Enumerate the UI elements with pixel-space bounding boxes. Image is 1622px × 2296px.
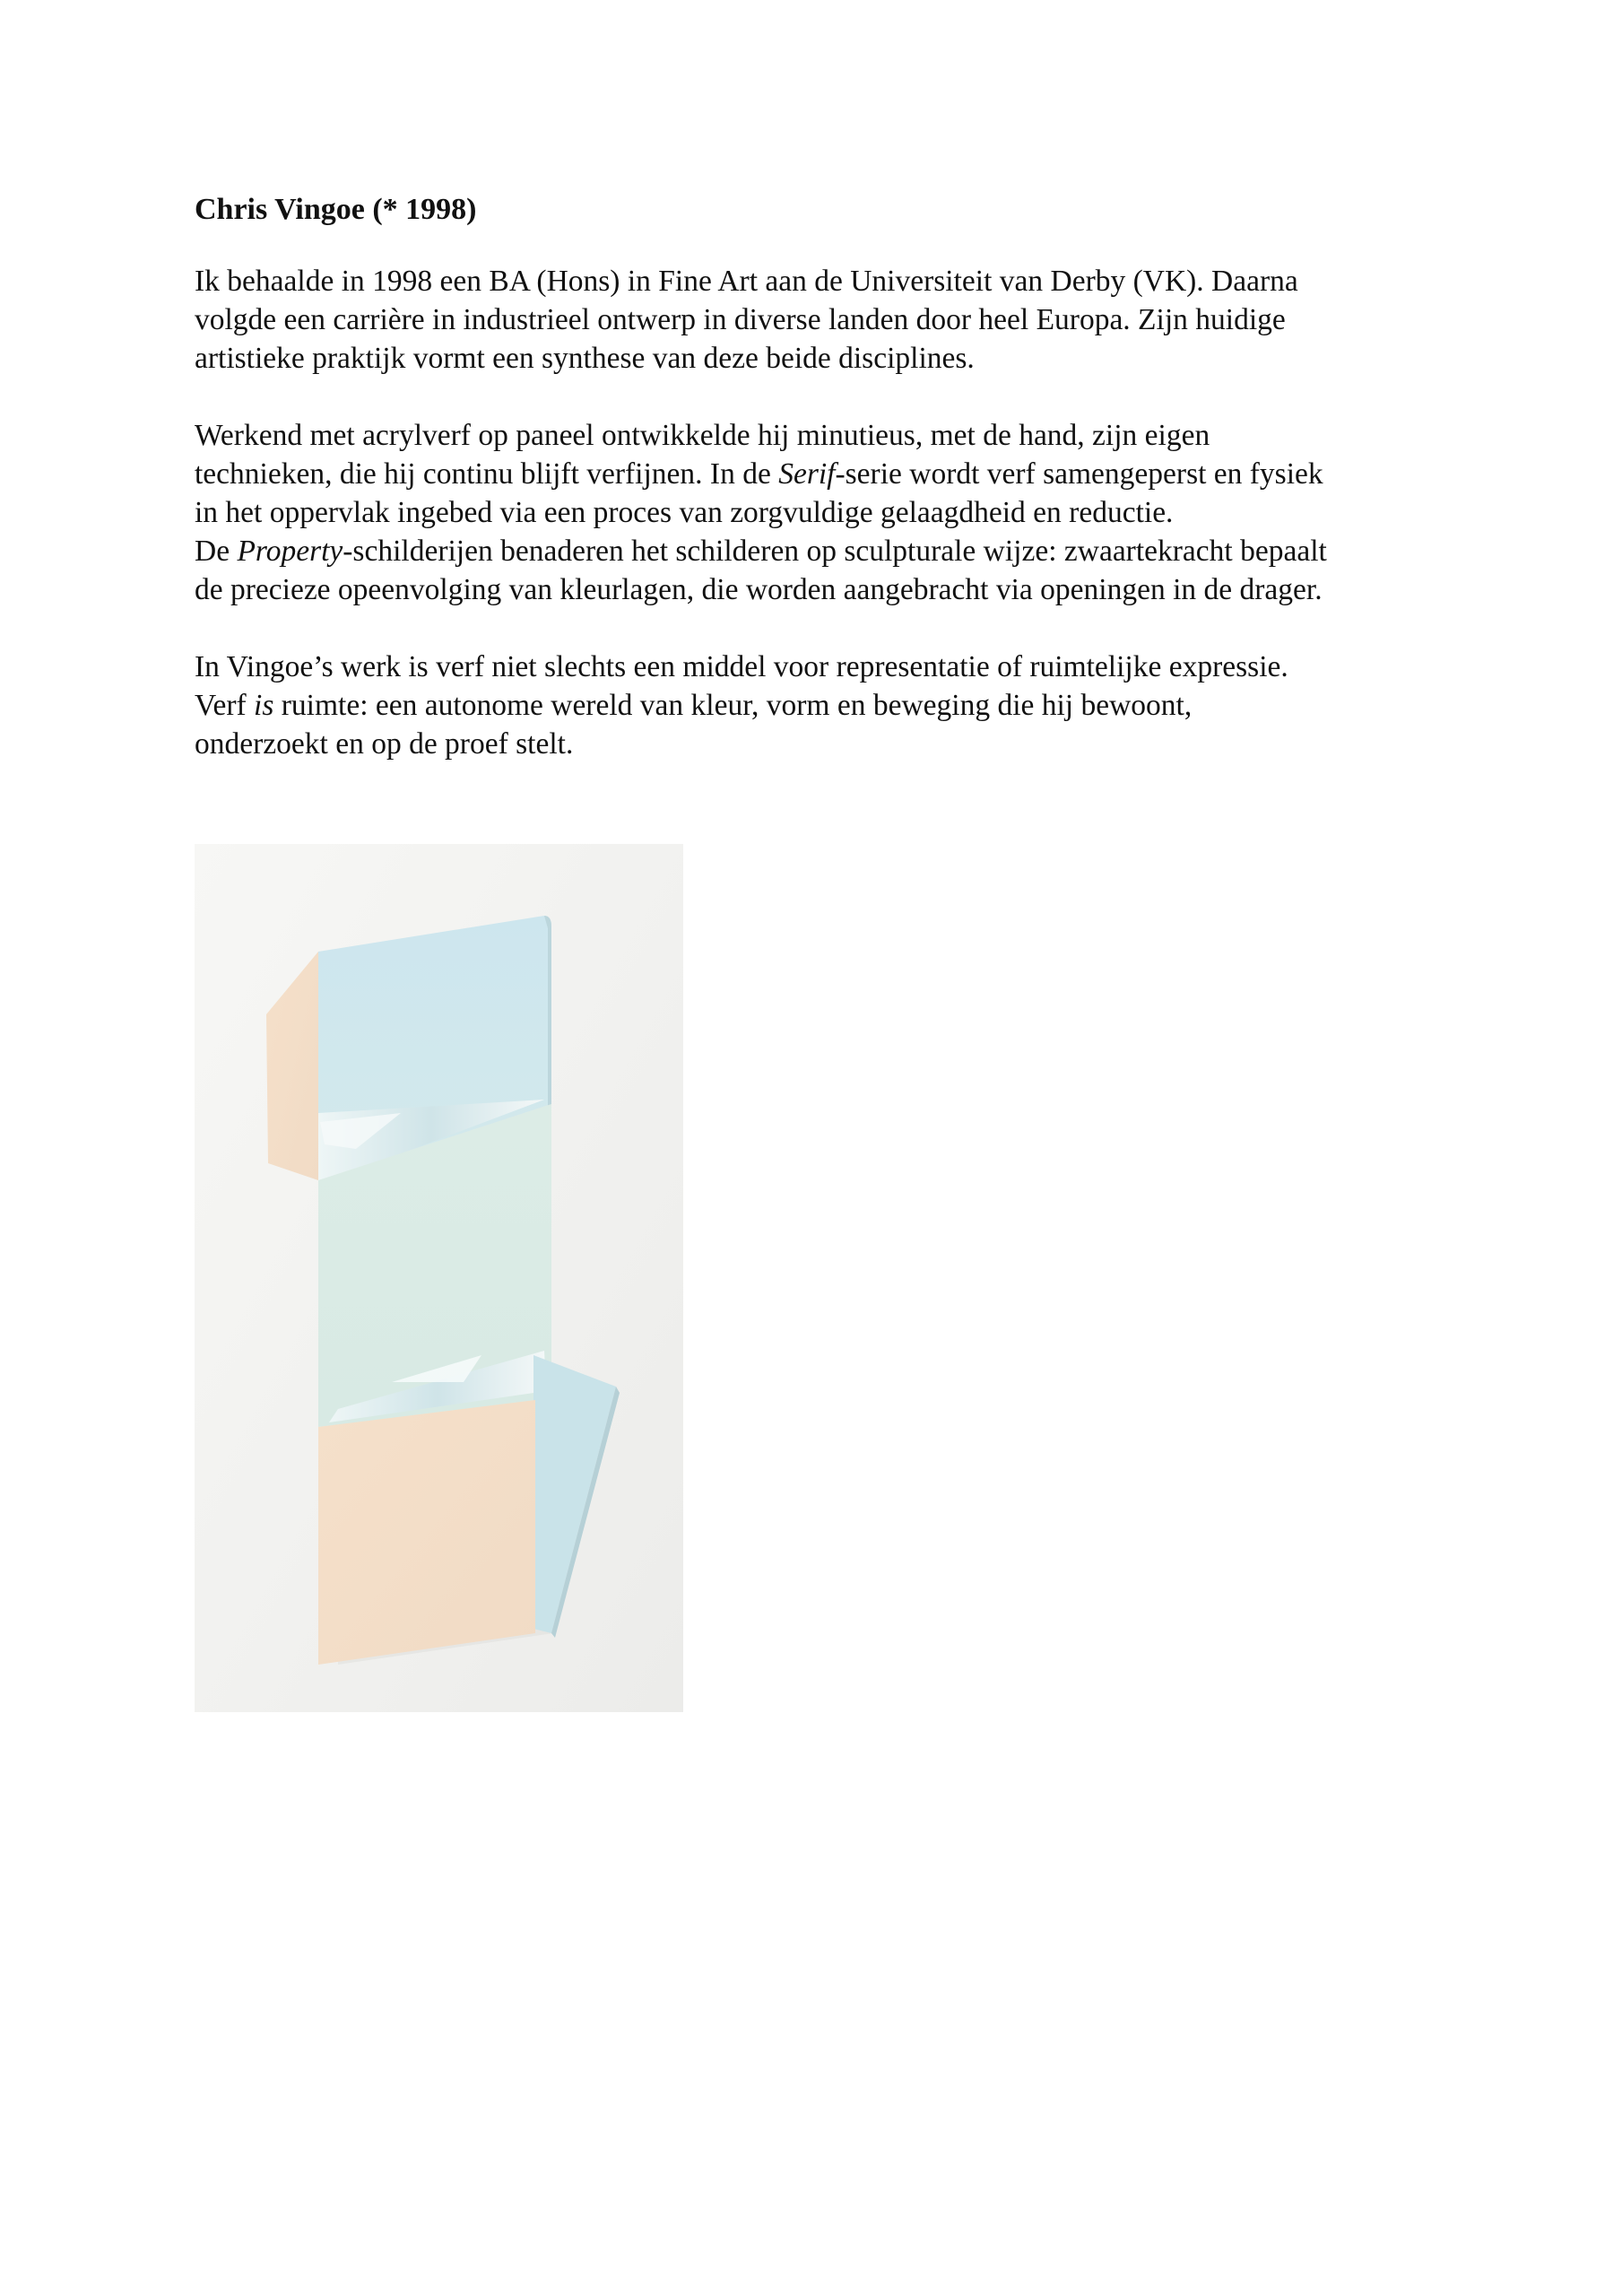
text-line: artistieke praktijk vormt een synthese van deze beide disciplines. [195,342,975,375]
painted-panel-artwork-icon [195,844,683,1712]
text-segment: De [195,535,238,568]
paragraph-biography [195,262,1486,378]
artwork-photo [195,844,683,1712]
text-segment: -serie wordt verf samengeperst en fysiek [835,457,1323,491]
series-name-serif: Serif [778,457,836,491]
text-line: Werkend met acrylverf op paneel ontwikkelde hij minutieus, met de hand, zijn eigen [195,419,1210,452]
text-line [195,455,1486,493]
text-segment: technieken, die hij continu blijft verfijnen. In de [195,457,779,491]
text-line: onderzoekt en op de proef stelt. [195,727,574,761]
emphasis-is: is [254,689,274,722]
paragraph-philosophy [195,648,1486,763]
text-line: In Vingoe’s werk is verf niet slechts een middel voor representatie of ruimtelijke expressie. [195,650,1288,683]
text-segment: ruimte: een autonome wereld van kleur, vorm en beweging die hij bewoont, [273,689,1193,722]
text-line [195,532,1486,570]
series-name-property: Property [237,535,343,568]
text-content [195,190,1486,802]
text-segment: Verf [195,689,255,722]
text-segment: -schilderijen benaderen het schilderen op sculpturale wijze: zwaartekracht bepaalt [343,535,1327,568]
text-line: Ik behaalde in 1998 een BA (Hons) in Fine Art aan de Universiteit van Derby (VK). Daarna [195,265,1298,298]
panel-bottom-peach [318,1400,535,1665]
text-line: de precieze opeenvolging van kleurlagen, die worden aangebracht via openingen in de drager. [195,573,1323,606]
paragraph-technique [195,416,1486,609]
text-line: in het oppervlak ingebed via een proces van zorgvuldige gelaagdheid en reductie. [195,496,1174,529]
text-line: volgde een carrière in industrieel ontwerp in diverse landen door heel Europa. Zijn huidige [195,303,1286,336]
document-title: Chris Vingoe (* 1998) [195,193,477,226]
text-line [195,686,1486,725]
